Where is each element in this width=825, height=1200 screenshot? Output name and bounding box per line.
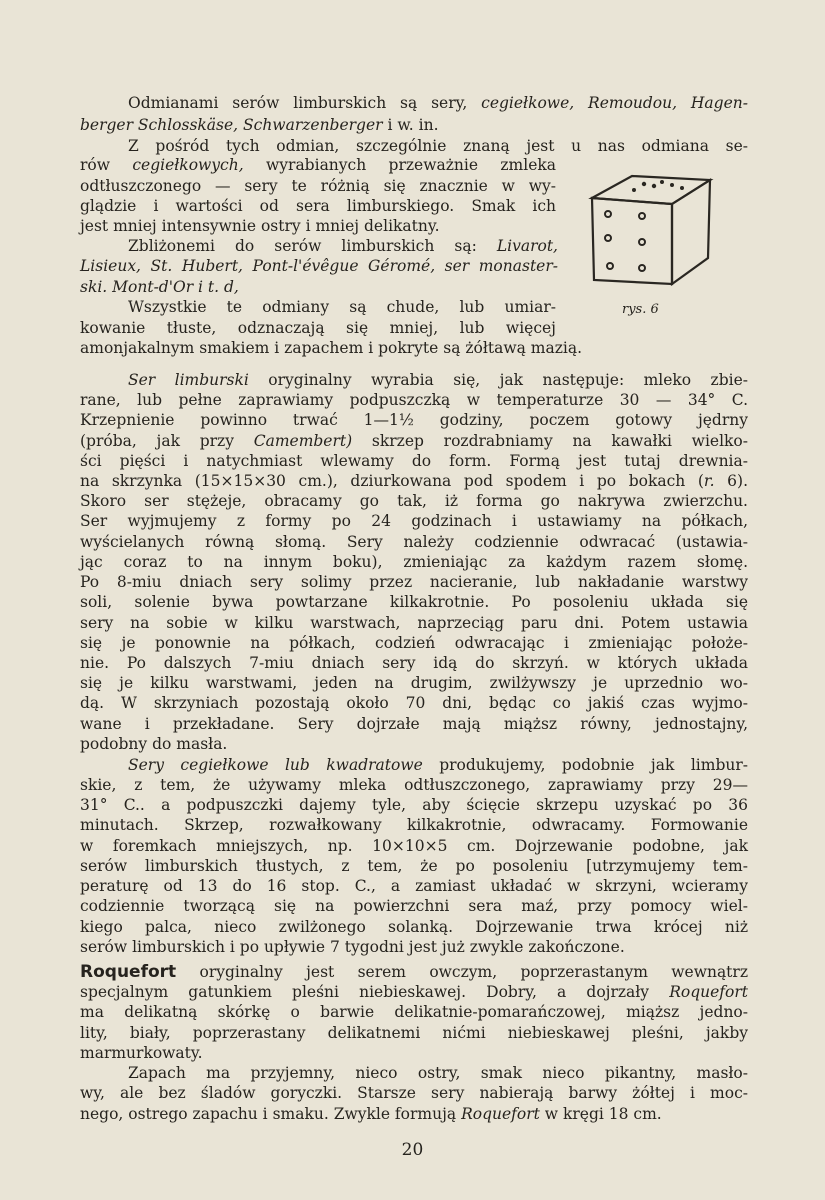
text-span: ma delikatną skórkę o barwie delikatnie-pomarańczowej, miąższ jedno- — [80, 1003, 748, 1021]
text-span: Lisieux, St. Hubert, Pont-l'évêgue Géromé, ser monaster- — [80, 257, 558, 275]
text-span: Zapach ma przyjemny, nieco ostry, smak nieco pikantny, masło- — [128, 1064, 748, 1082]
text-span: rów — [80, 156, 133, 174]
text-span: w foremkach mniejszych, np. 10×10×5 cm. Dojrzewanie podobne, jak — [80, 837, 748, 855]
text-line — [80, 856, 748, 876]
text-line — [80, 115, 748, 135]
text-span: Odmianami serów limburskich są sery, — [128, 94, 482, 112]
text-line — [80, 318, 556, 338]
text-span: jest mniej intensywnie ostry i mniej delikatny. — [80, 217, 440, 235]
text-line — [80, 775, 748, 795]
text-span: Po 8-miu dniach sery solimy przez nacieranie, lub nakładanie warstwy — [80, 573, 748, 591]
text-line — [80, 136, 748, 156]
text-span: Ser limburski — [128, 371, 249, 389]
text-span: wy, ale bez śladów goryczki. Starsze sery nabierają barwy żółtej i moc- — [80, 1084, 748, 1102]
text-span: się je ponownie na półkach, codzień odwracając i zmieniając położe- — [80, 634, 748, 652]
mold-side-face — [672, 180, 710, 284]
text-span: marmurkowaty. — [80, 1044, 203, 1062]
text-line — [80, 1104, 748, 1124]
text-line — [80, 216, 556, 236]
text-span: Z pośród tych odmian, szczególnie znaną jest u nas odmiana se- — [128, 137, 748, 155]
text-span: kowanie tłuste, odznaczają się mniej, lub więcej — [80, 319, 556, 337]
text-span: berger Schlosskäse, Schwarzenberger — [80, 116, 383, 134]
text-span: Sery cegiełkowe lub kwadratowe — [128, 756, 423, 774]
text-span: glądzie i wartości od sera limburskiego. Smak ich — [80, 197, 556, 215]
text-line — [80, 734, 748, 754]
text-span: rane, lub pełne zaprawiamy podpuszczką w temperaturze 30 — 34° C. — [80, 391, 748, 409]
text-line — [80, 633, 748, 653]
text-line — [80, 1002, 748, 1022]
text-span: oryginalny jest serem owczym, poprzerastanym wewnątrz — [176, 963, 748, 981]
text-span: nego, ostrego zapachu i smaku. Zwykle formują — [80, 1105, 462, 1123]
text-line — [80, 552, 748, 572]
text-line — [80, 714, 748, 734]
text-span: ści pięści i natychmiast wlewamy do form. Formą jest tutaj drewnia- — [80, 452, 748, 470]
cheese-mold-figure — [586, 168, 716, 308]
text-line — [80, 431, 748, 451]
text-span: serów limburskich tłustych, z tem, że po posoleniu [utrzymujemy tem- — [80, 857, 748, 875]
text-line — [80, 155, 556, 175]
text-line — [80, 982, 748, 1002]
text-span: cegiełkowe, Remoudou, Hagen- — [481, 94, 748, 112]
text-span: Roquefort — [461, 1105, 540, 1123]
text-span: i w. in. — [382, 116, 439, 134]
text-line — [80, 410, 748, 430]
text-span: skie, z tem, że używamy mleka odtłuszczonego, zaprawiamy przy 29— — [80, 776, 748, 794]
text-line — [80, 297, 556, 317]
text-line — [80, 491, 748, 511]
text-line — [80, 1083, 748, 1103]
text-line — [80, 1023, 748, 1043]
text-line — [80, 572, 748, 592]
text-span: cegiełkowych, — [132, 156, 244, 174]
text-line — [80, 896, 748, 916]
mold-front-face — [592, 198, 672, 284]
text-line — [80, 370, 748, 390]
text-line — [80, 613, 748, 633]
text-line — [80, 1043, 748, 1063]
text-line — [80, 673, 748, 693]
text-span: r. — [703, 472, 715, 490]
text-span: wane i przekładane. Sery dojrzałe mają miąższ równy, jednostajny, — [80, 715, 748, 733]
text-line — [80, 236, 558, 256]
text-span: 31° C.. a podpuszczki dajemy tyle, aby ścięcie skrzepu uzyskać po 36 — [80, 796, 748, 814]
text-line — [80, 917, 748, 937]
text-span: wyrabianych przeważnie zmleka — [243, 156, 556, 174]
text-span: codziennie tworzącą się na powierzchni sera maź, przy pomocy wiel- — [80, 897, 748, 915]
text-span: minutach. Skrzep, rozwałkowany kilkakrotnie, odwracamy. Formowanie — [80, 816, 748, 834]
text-span: specjalnym gatunkiem pleśni niebieskawej. Dobry, a dojrzały — [80, 983, 670, 1001]
text-span: soli, solenie bywa powtarzane kilkakrotnie. Po posoleniu układa się — [80, 593, 748, 611]
text-span: Camembert) — [253, 432, 353, 450]
text-span: podobny do masła. — [80, 735, 228, 753]
text-line — [80, 876, 748, 896]
text-span: sery na sobie w kilku warstwach, naprzeciąg paru dni. Potem ustawia — [80, 614, 748, 632]
text-span: Wszystkie te odmiany są chude, lub umiar- — [128, 298, 556, 316]
text-span: oryginalny wyrabia się, jak następuje: mleko zbie- — [248, 371, 749, 389]
text-line — [80, 390, 748, 410]
text-line — [80, 196, 556, 216]
text-span: peraturę od 13 do 16 stop. C., a zamiast układać w skrzyni, wcieramy — [80, 877, 748, 895]
text-span: się je kilku warstwami, jeden na drugim, zwilżywszy je uprzednio wo- — [80, 674, 748, 692]
text-span: kiego palca, nieco zwilżonego solanką. Dojrzewanie trwa krócej niż — [80, 918, 748, 936]
text-line — [80, 693, 748, 713]
text-span: produkujemy, podobnie jak limbur- — [422, 756, 748, 774]
text-span: wyścielanych równą słomą. Sery należy codziennie odwracać (ustawia- — [80, 533, 748, 551]
text-line — [80, 795, 748, 815]
text-span: nie. Po dalszych 7-miu dniach sery idą do skrzyń. w których układa — [80, 654, 748, 672]
text-span: Skoro ser stężeje, obracamy go tak, iż forma go nakrywa zwierzchu. — [80, 492, 748, 510]
text-span: odtłuszczonego — sery te różnią się znacznie w wy- — [80, 177, 556, 195]
text-line — [80, 1063, 748, 1083]
text-line — [80, 532, 748, 552]
text-line — [80, 815, 748, 835]
text-span: w kręgi 18 cm. — [539, 1105, 662, 1123]
text-span: skrzep rozdrabniamy na kawałki wielko- — [352, 432, 748, 450]
text-line — [80, 653, 748, 673]
text-span: Roquefort — [669, 983, 748, 1001]
text-span: dą. W skrzyniach pozostają około 70 dni, będąc co jakiś czas wyjmo- — [80, 694, 748, 712]
text-line — [80, 836, 748, 856]
text-span: ski. Mont-d'Or i t. d, — [80, 278, 239, 296]
text-line — [80, 277, 556, 297]
text-span: lity, biały, poprzerastany delikatnemi nićmi niebieskawej pleśni, jakby — [80, 1024, 748, 1042]
section-heading: Roquefort — [80, 962, 177, 982]
text-span: Livarot, — [496, 237, 558, 255]
text-span: jąc coraz to na innym boku), zmieniając za każdym razem słomę. — [80, 553, 748, 571]
text-line — [80, 962, 748, 982]
figure-caption: rys. 6 — [622, 302, 659, 317]
text-line — [80, 256, 558, 276]
text-line — [80, 471, 748, 491]
text-line — [80, 451, 748, 471]
text-line — [80, 511, 748, 531]
text-span: Zbliżonemi do serów limburskich są: — [128, 237, 497, 255]
text-line — [80, 592, 748, 612]
text-span: (próba, jak przy — [80, 432, 254, 450]
text-span: na skrzynka (15×15×30 cm.), dziurkowana pod spodem i po bokach ( — [80, 472, 704, 490]
text-line — [80, 338, 748, 358]
page-number: 20 — [401, 1140, 424, 1160]
text-line — [80, 937, 748, 957]
text-span: serów limburskich i po upływie 7 tygodni jest już zwykle zakończone. — [80, 938, 625, 956]
text-line — [80, 755, 748, 775]
text-span: 6). — [714, 472, 749, 490]
text-line — [80, 93, 748, 113]
text-span: Krzepnienie powinno trwać 1—1½ godziny, poczem gotowy jędrny — [80, 411, 748, 429]
text-span: Ser wyjmujemy z formy po 24 godzinach i ustawiamy na półkach, — [80, 512, 748, 530]
text-span: amonjakalnym smakiem i zapachem i pokryte są żółtawą mazią. — [80, 339, 583, 357]
text-line — [80, 176, 556, 196]
